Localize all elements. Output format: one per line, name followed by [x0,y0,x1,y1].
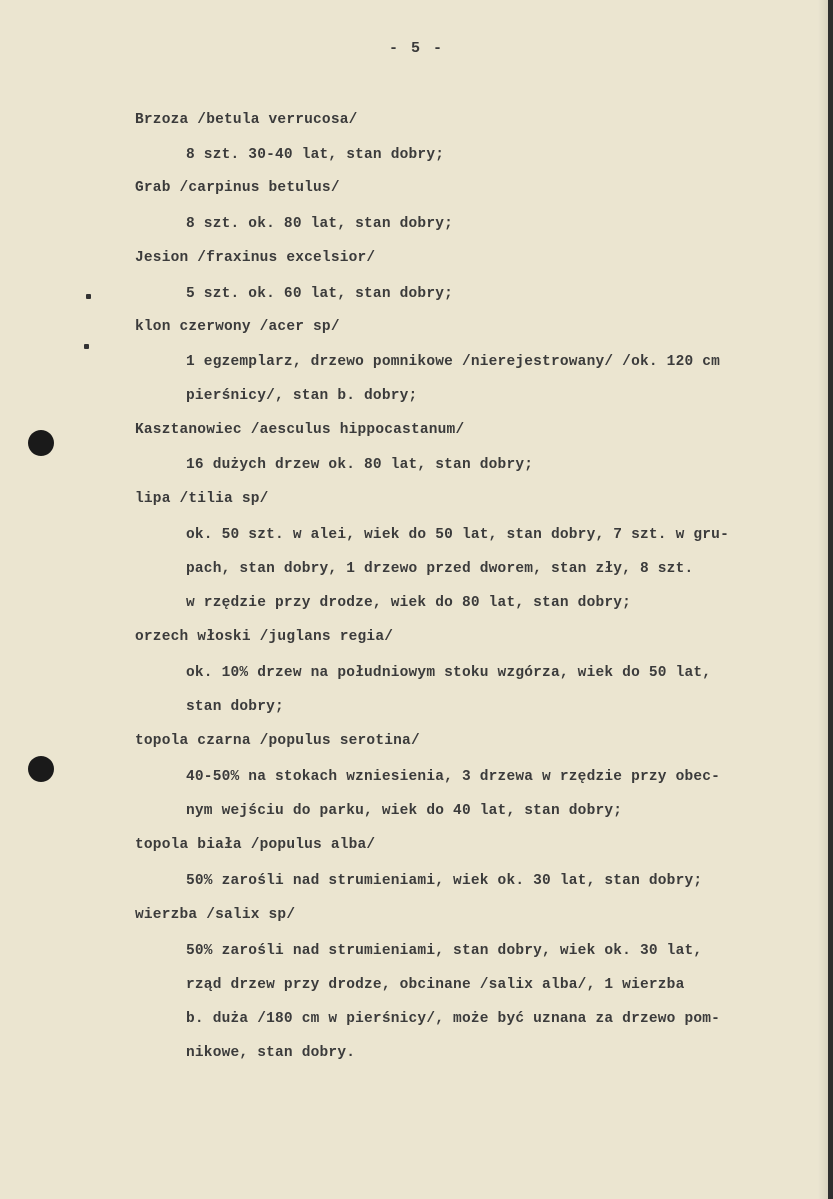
entry-name: klon czerwony /acer sp/ [135,319,340,335]
entry-detail: 16 dużych drzew ok. 80 lat, stan dobry; [186,457,534,473]
entry-detail: 40-50% na stokach wzniesienia, 3 drzewa w rzędzie przy obec- [186,769,721,785]
scan-border [828,0,833,1199]
entry-detail: 8 szt. 30-40 lat, stan dobry; [186,147,445,163]
entry-detail: 50% zarośli nad strumieniami, stan dobry, wiek ok. 30 lat, [186,943,703,959]
entry-detail: w rzędzie przy drodze, wiek do 80 lat, stan dobry; [186,595,632,611]
entry-detail: nikowe, stan dobry. [186,1045,356,1061]
page-number: - 5 - [388,40,444,57]
entry-detail: ok. 10% drzew na południowym stoku wzgórza, wiek do 50 lat, [186,665,712,681]
entry-detail: pierśnicy/, stan b. dobry; [186,388,418,404]
entry-name: Brzoza /betula verrucosa/ [135,112,358,128]
entry-detail: nym wejściu do parku, wiek do 40 lat, stan dobry; [186,803,623,819]
margin-mark [84,344,89,349]
entry-name: Kasztanowiec /aesculus hippocastanum/ [135,422,465,438]
entry-name: orzech włoski /juglans regia/ [135,629,394,645]
entry-detail: 1 egzemplarz, drzewo pomnikowe /nierejestrowany/ /ok. 120 cm [186,354,721,370]
page-edge-shadow [818,0,828,1199]
entry-detail: b. duża /180 cm w pierśnicy/, może być uznana za drzewo pom- [186,1011,721,1027]
punch-hole-lower [28,756,54,782]
punch-hole-upper [28,430,54,456]
entry-name: topola biała /populus alba/ [135,837,376,853]
entry-name: topola czarna /populus serotina/ [135,733,420,749]
entry-detail: ok. 50 szt. w alei, wiek do 50 lat, stan dobry, 7 szt. w gru- [186,527,729,543]
entry-detail: pach, stan dobry, 1 drzewo przed dworem, stan zły, 8 szt. [186,561,694,577]
entry-name: wierzba /salix sp/ [135,907,296,923]
entry-detail: rząd drzew przy drodze, obcinane /salix alba/, 1 wierzba [186,977,685,993]
margin-mark [86,294,91,299]
entry-detail: 8 szt. ok. 80 lat, stan dobry; [186,216,454,232]
entry-detail: stan dobry; [186,699,284,715]
entry-detail: 50% zarośli nad strumieniami, wiek ok. 30 lat, stan dobry; [186,873,703,889]
entry-detail: 5 szt. ok. 60 lat, stan dobry; [186,286,454,302]
entry-name: Jesion /fraxinus excelsior/ [135,250,376,266]
entry-name: Grab /carpinus betulus/ [135,180,340,196]
entry-name: lipa /tilia sp/ [135,491,269,507]
